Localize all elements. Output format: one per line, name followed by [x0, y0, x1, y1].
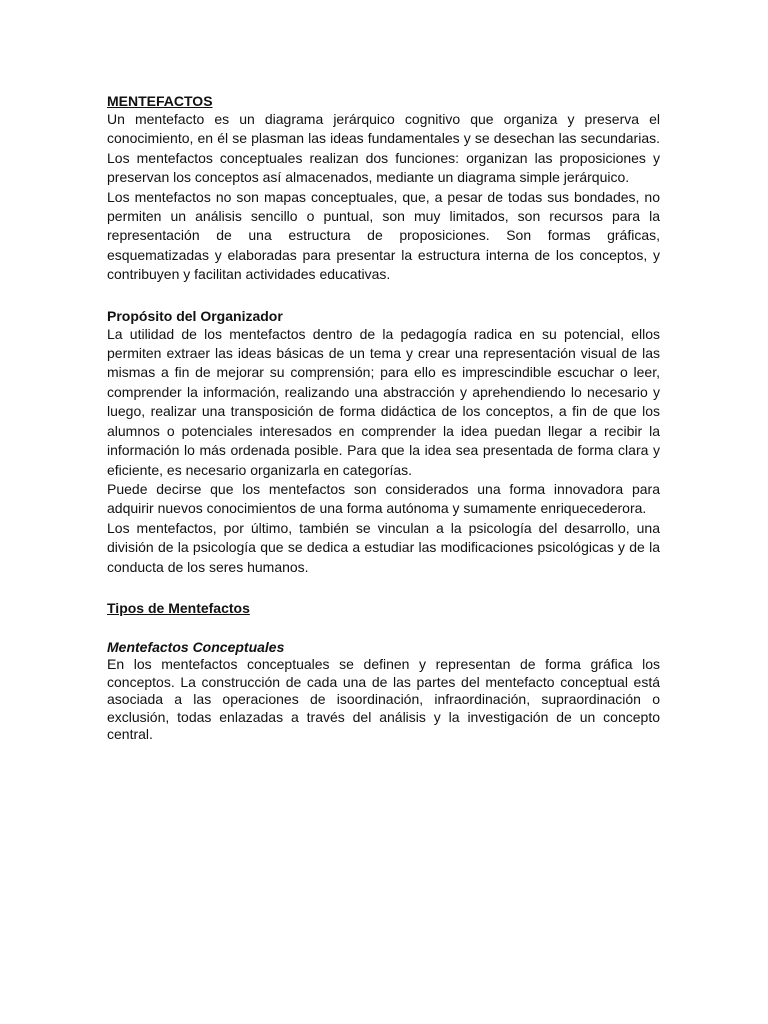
intro-paragraph-2: Los mentefactos no son mapas conceptuales, que, a pesar de todas sus bondades, no permiten un análisis sencillo o puntual, son muy limitados, son recursos para la representación de una estructura de proposiciones. Son formas gráficas, esquematizadas y elaboradas para presentar la estructura interna de los conceptos, y contribuyen y facilitan actividades educativas. — [107, 188, 660, 283]
purpose-paragraph-1: La utilidad de los mentefactos dentro de la pedagogía radica en su potencial, ellos permiten extraer las ideas básicas de un tema y crear una representación visual de las mismas a fin de mejorar su comprensión; para ello es imprescindible escuchar o leer, comprender la información, realizando una abstracción y aprehendiendo lo necesario y luego, realizar una transposición de forma didáctica de los conceptos, a fin de que los alumnos o potenciales interesados en comprender la idea puedan llegar a recibir la información lo más ordenada posible. Para que la idea sea presentada de forma clara y eficiente, es necesario organizarla en categorías. — [107, 325, 660, 478]
section-heading-types: Tipos de Mentefactos — [107, 599, 250, 616]
purpose-paragraph-3: Los mentefactos, por último, también se vinculan a la psicología del desarrollo, una división de la psicología que se dedica a estudiar las modificaciones psicológicas y de la conducta de los seres humanos. — [107, 519, 660, 575]
subsection-heading-conceptual: Mentefactos Conceptuales — [107, 638, 285, 655]
intro-paragraph-1: Un mentefacto es un diagrama jerárquico cognitivo que organiza y preserva el conocimiento, en él se plasman las ideas fundamentales y se desechan las secundarias. Los mentefactos conceptuales realizan dos funciones: organizan las proposiciones y preservan los conceptos así almacenados, mediante un diagrama simple jerárquico. — [107, 111, 660, 186]
section-heading-purpose: Propósito del Organizador — [107, 307, 283, 324]
types-paragraph-1: En los mentefactos conceptuales se definen y representan de forma gráfica los conceptos. La construcción de cada una de las partes del mentefacto conceptual está asociada a las operaciones de isoordinación, infraordinación, supraordinación o exclusión, todas enlazadas a través del análisis y la investigación de un concepto central. — [107, 655, 660, 743]
purpose-paragraph-2: Puede decirse que los mentefactos son considerados una forma innovadora para adquirir nuevos conocimientos de una forma autónoma y sumamente enriquecederora. — [107, 480, 660, 517]
document-content — [107, 92, 660, 744]
document-title: MENTEFACTOS — [107, 93, 213, 109]
